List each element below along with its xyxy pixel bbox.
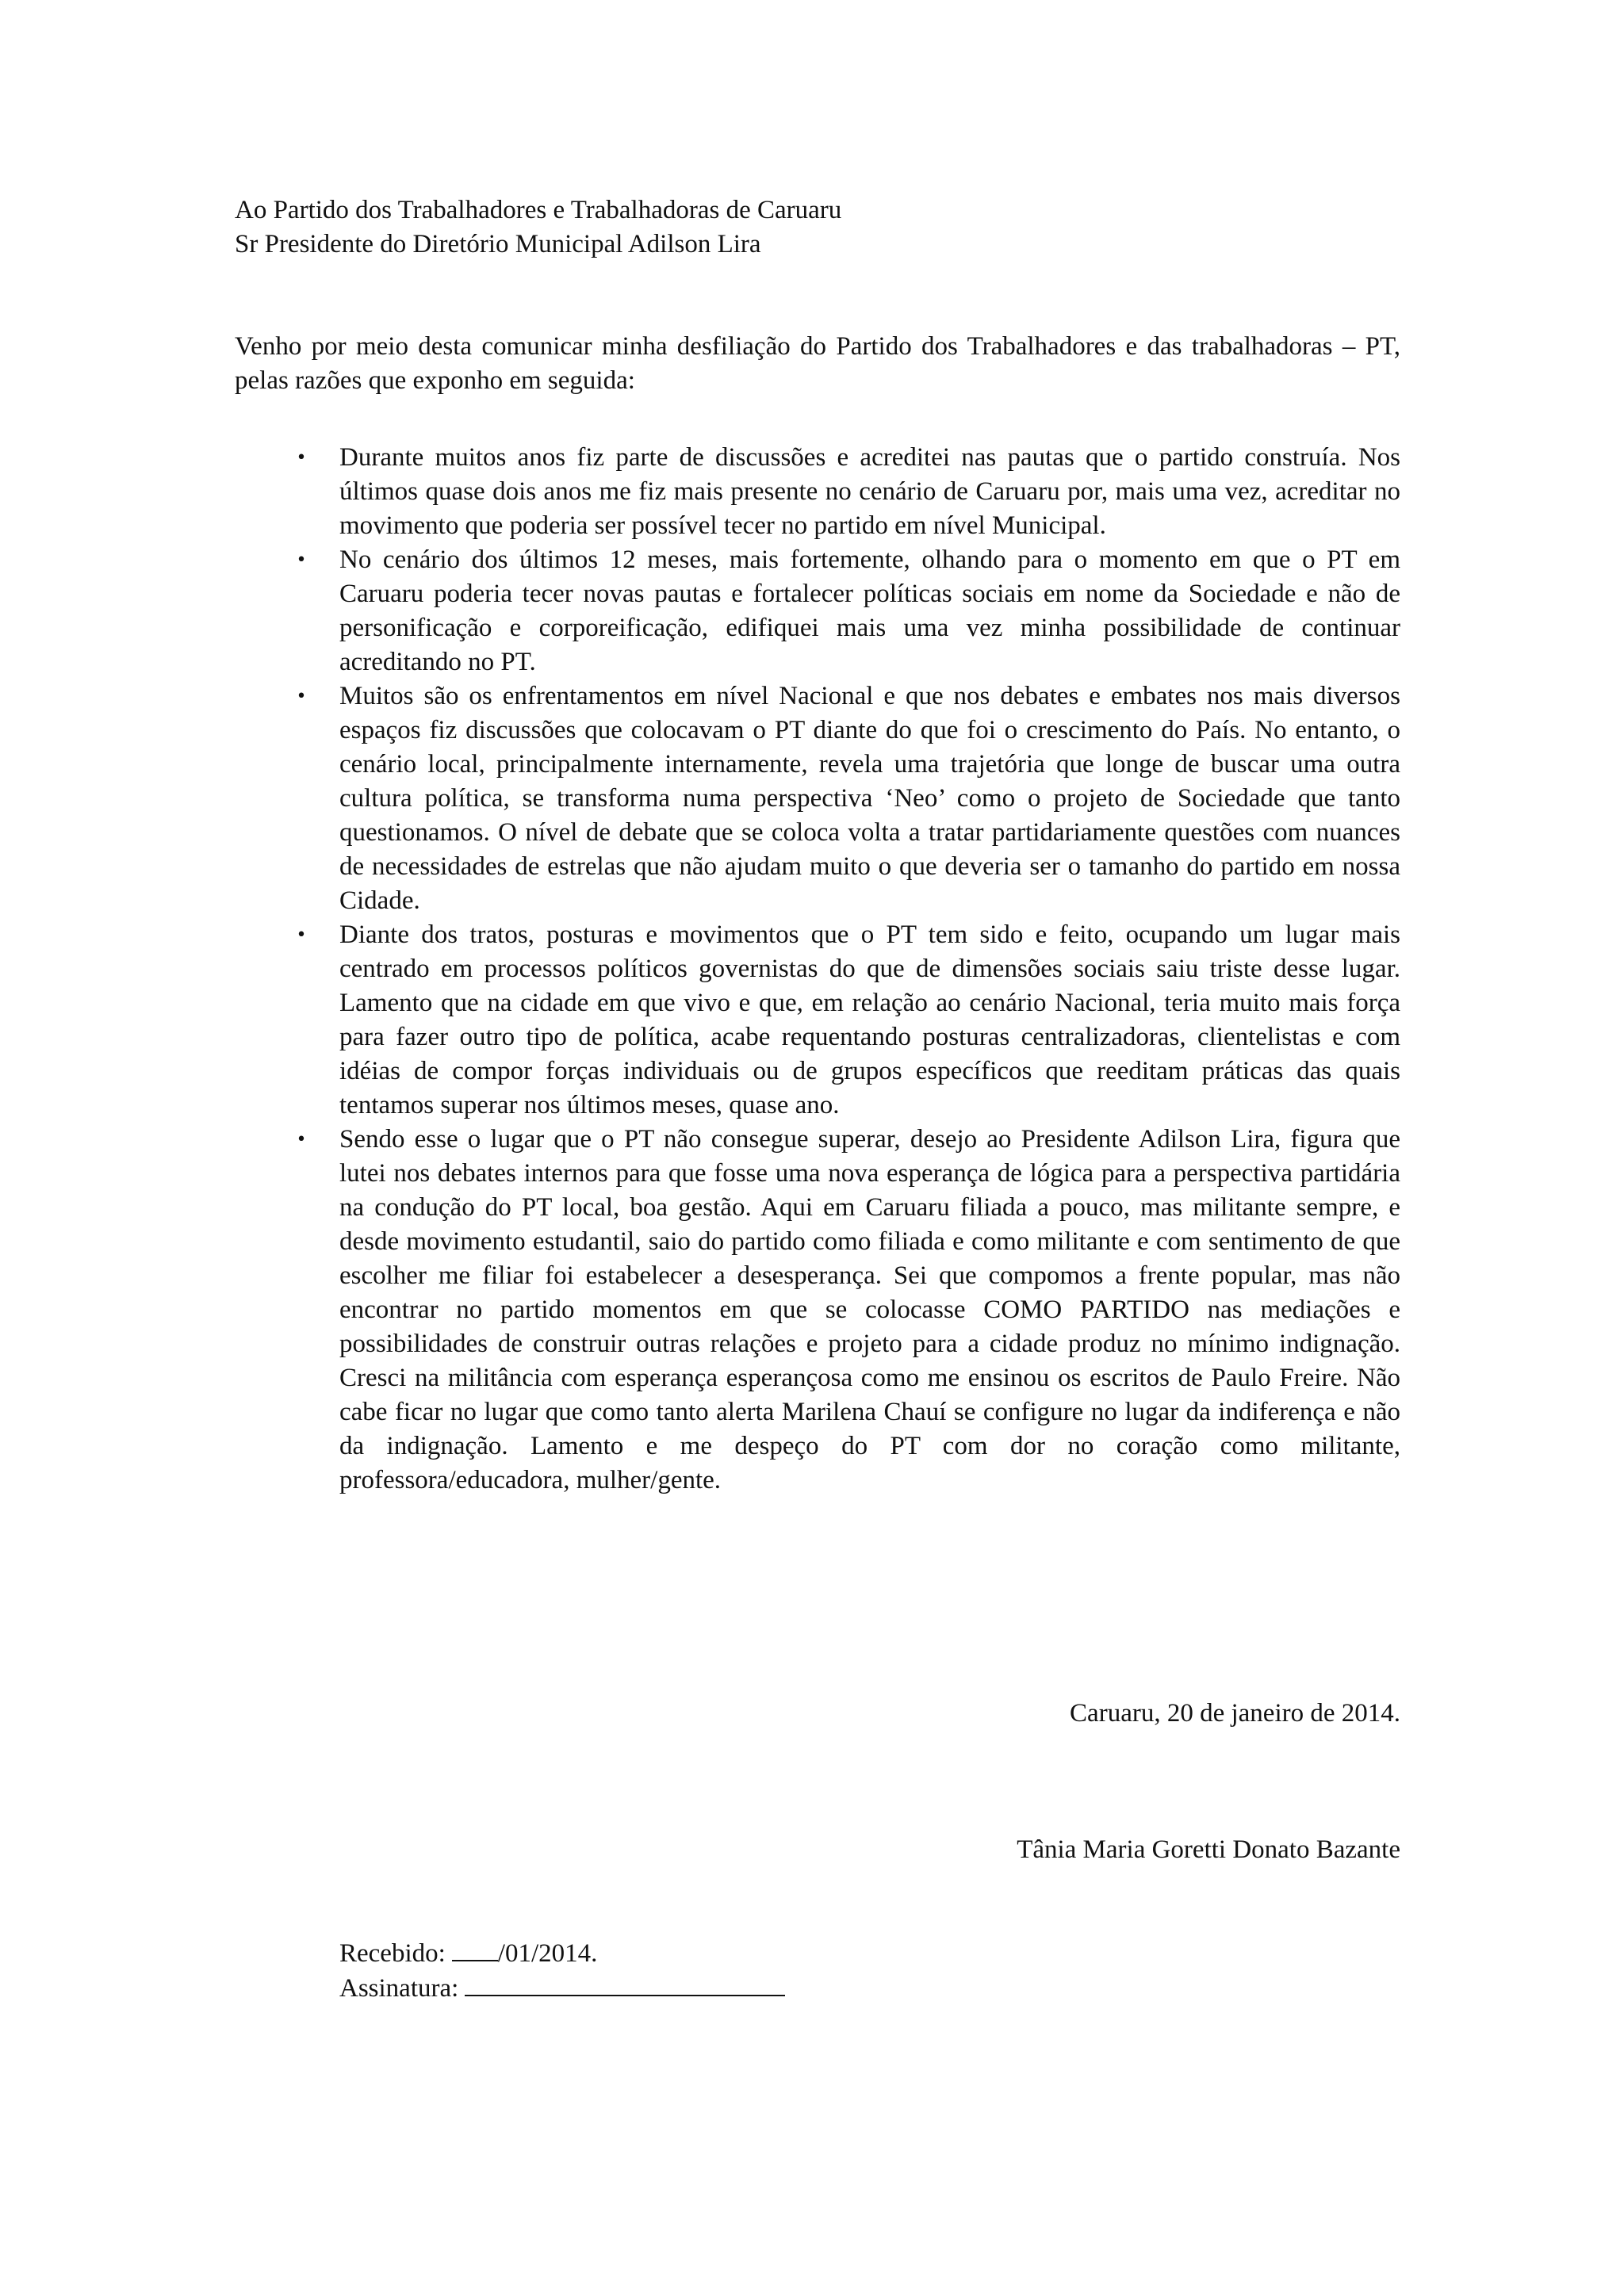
list-item xyxy=(296,918,1400,1123)
bullet-icon: • xyxy=(296,687,307,706)
bullet-icon: • xyxy=(296,550,307,570)
signature-blank xyxy=(465,1971,785,1996)
bullet-icon: • xyxy=(296,1130,307,1150)
reason-text-1: Durante muitos anos fiz parte de discussões e acreditei nas pautas que o partido construía. Nos últimos quase dois anos me fiz mais presente no cenário de Caruaru por, mais uma vez, acreditar no movimento que poderia ser possível tecer no partido em nível Municipal. xyxy=(339,443,1400,540)
signature-label: Assinatura: xyxy=(339,1974,459,2003)
reason-text-4: Diante dos tratos, posturas e movimentos que o PT tem sido e feito, ocupando um lugar mais centrado em processos políticos governistas do que de dimensões sociais saiu triste desse lugar. Lamento que na cidade em que vivo e que, em relação ao cenário Nacional, teria muito mais força para fazer outro tipo de política, acabe requentando posturas centralizadoras, clientelistas e com idéias de compor forças individuais ou de grupos específicos que reeditam práticas das quais tentamos superar nos últimos meses, quase ano. xyxy=(339,920,1400,1119)
addressee-line-1: Ao Partido dos Trabalhadores e Trabalhadoras de Caruaru xyxy=(235,196,842,224)
bullet-icon: • xyxy=(296,925,307,945)
list-item xyxy=(296,679,1400,918)
addressee-block xyxy=(235,193,1400,262)
reason-text-5: Sendo esse o lugar que o PT não consegue superar, desejo ao Presidente Adilson Lira, figura que lutei nos debates internos para que fosse uma nova esperança de lógica para a perspectiva partidária na condução do PT local, boa gestão. Aqui em Caruaru filiada a pouco, mas militante sempre, e desde movimento estudantil, saio do partido como filiada e como militante e com sentimento de que escolher me filiar foi estabelecer a desesperança. Sei que compomos a frente popular, mas não encontrar no partido momentos em que se colocasse COMO PARTIDO nas mediações e possibilidades de construir outras relações e projeto para a cidade produz no mínimo indignação. Cresci na militância com esperança esperançosa como me ensinou os escritos de Paulo Freire. Não cabe ficar no lugar que como tanto alerta Marilena Chauí se configure no lugar da indiferença e não da indignação. Lamento e me despeço do PT com dor no coração como militante, professora/educadora, mulher/gente. xyxy=(339,1125,1400,1494)
reasons-list xyxy=(296,441,1400,1498)
list-item xyxy=(296,1123,1400,1498)
list-item xyxy=(296,543,1400,679)
reason-text-2: No cenário dos últimos 12 meses, mais fortemente, olhando para o momento em que o PT em Caruaru poderia tecer novas pautas e fortalecer políticas sociais em nome da Sociedade e não de personificação e corporeificação, edifiquei mais uma vez minha possibilidade de continuar acreditando no PT. xyxy=(339,545,1400,676)
received-day-blank xyxy=(452,1936,498,1961)
list-item xyxy=(296,441,1400,543)
signer-name: Tânia Maria Goretti Donato Bazante xyxy=(1017,1835,1400,1864)
received-suffix: /01/2014. xyxy=(497,1939,598,1968)
receipt-block xyxy=(339,1936,974,2006)
reason-text-3: Muitos são os enfrentamentos em nível Nacional e que nos debates e embates nos mais diversos espaços fiz discussões que colocavam o PT diante do que foi o crescimento do País. No entanto, o cenário local, principalmente internamente, revela uma trajetória que longe de buscar uma outra cultura política, se transforma numa perspectiva ‘Neo’ como o projeto de Sociedade que tanto questionamos. O nível de debate que se coloca volta a tratar partidariamente questões com nuances de necessidades de estrelas que não ajudam muito o que deveria ser o tamanho do partido em nossa Cidade. xyxy=(339,682,1400,915)
bullet-icon: • xyxy=(296,448,307,468)
received-label: Recebido: xyxy=(339,1939,446,1968)
addressee-line-2: Sr Presidente do Diretório Municipal Adilson Lira xyxy=(235,230,761,258)
intro-paragraph: Venho por meio desta comunicar minha desfiliação do Partido dos Trabalhadores e das trabalhadoras – PT, pelas razões que exponho em seguida: xyxy=(235,332,1400,395)
date-line: Caruaru, 20 de janeiro de 2014. xyxy=(1070,1699,1400,1728)
received-line xyxy=(339,1936,974,1971)
signature-line xyxy=(339,1971,974,2006)
